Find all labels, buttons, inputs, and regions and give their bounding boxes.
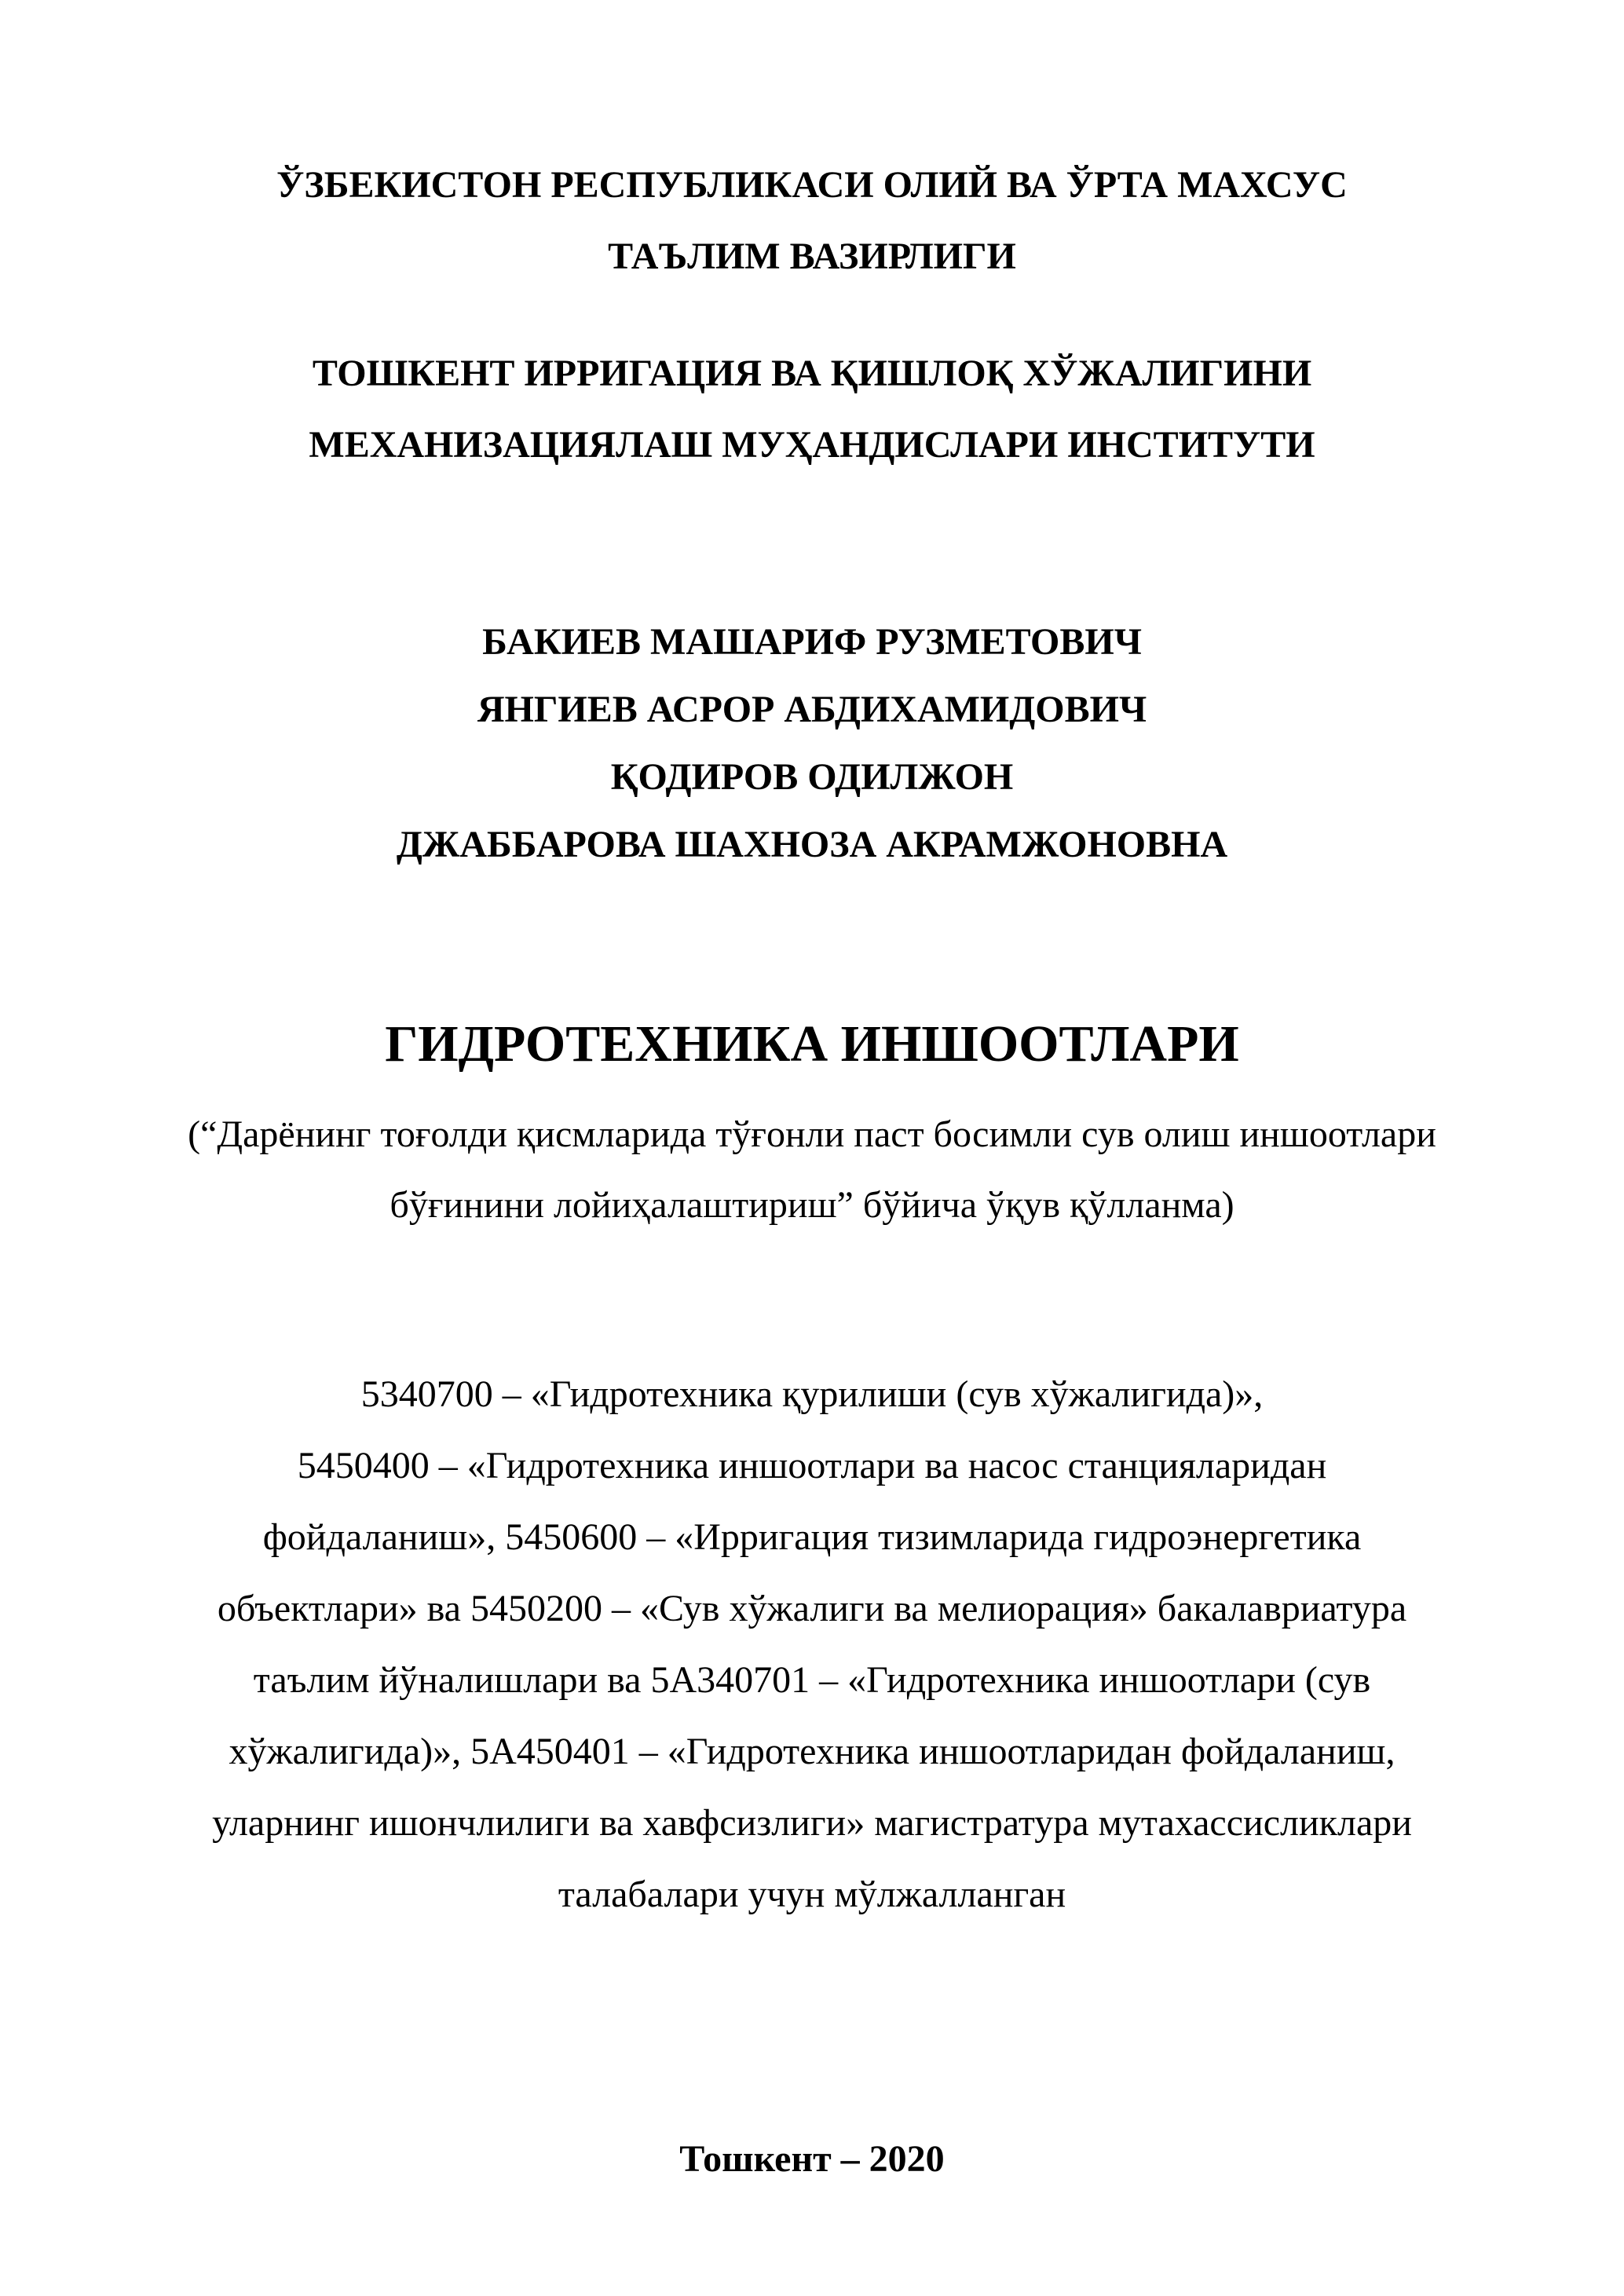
document-subtitle xyxy=(0,1099,1624,1241)
institute-name xyxy=(0,338,1624,481)
ministry-header xyxy=(0,149,1624,292)
paragraph-line: уларнинг ишончлилиги ва хавфсизлиги» магистратура мутахассисликлари xyxy=(212,1802,1412,1844)
intended-audience-paragraph xyxy=(0,1358,1624,1930)
document-subtitle-line-1: (“Дарёнинг тоғолди қисмларида тўғонли паст босимли сув олиш иншоотлари xyxy=(188,1113,1436,1155)
author-name: ҚОДИРОВ ОДИЛЖОН xyxy=(610,756,1014,798)
document-subtitle-line-2: бўғинини лойиҳалаштириш” бўйича ўқув қўлланма) xyxy=(390,1184,1234,1226)
author-name: БАКИЕВ МАШАРИФ РУЗМЕТОВИЧ xyxy=(482,621,1142,663)
document-title-text: ГИДРОТЕХНИКА ИНШООТЛАРИ xyxy=(385,1015,1239,1073)
place-and-year-text: Тошкент – 2020 xyxy=(679,2138,945,2180)
ministry-header-line-2: ТАЪЛИМ ВАЗИРЛИГИ xyxy=(608,236,1016,277)
author-name: ДЖАББАРОВА ШАХНОЗА АКРАМЖОНОВНА xyxy=(396,824,1228,865)
paragraph-line: 5340700 – «Гидротехника қурилиши (сув хўжалигида)», xyxy=(360,1373,1264,1415)
paragraph-line: объектлари» ва 5450200 – «Сув хўжалиги ва мелиорация» бакалавриатура xyxy=(217,1588,1407,1629)
document-title xyxy=(0,1007,1624,1082)
ministry-header-line-1: ЎЗБЕКИСТОН РЕСПУБЛИКАСИ ОЛИЙ ВА ЎРТА МАХСУС xyxy=(276,164,1348,206)
institute-name-line-2: МЕХАНИЗАЦИЯЛАШ МУҲАНДИСЛАРИ ИНСТИТУТИ xyxy=(309,424,1315,466)
author-name: ЯНГИЕВ АСРОР АБДИХАМИДОВИЧ xyxy=(477,689,1147,730)
paragraph-line: фойдаланиш», 5450600 – «Ирригация тизимларида гидроэнергетика xyxy=(262,1516,1362,1558)
paragraph-line: таълим йўналишлари ва 5А340701 – «Гидротехника иншоотлари (сув xyxy=(253,1659,1371,1701)
place-and-year xyxy=(0,2128,1624,2191)
institute-name-line-1: ТОШКЕНТ ИРРИГАЦИЯ ВА ҚИШЛОҚ ХЎЖАЛИГИНИ xyxy=(312,353,1312,394)
author-list xyxy=(0,609,1624,879)
paragraph-line: 5450400 – «Гидротехника иншоотлари ва насос станцияларидан xyxy=(297,1445,1327,1486)
paragraph-line: талабалари учун мўлжалланган xyxy=(558,1874,1066,1915)
paragraph-line: хўжалигида)», 5А450401 – «Гидротехника иншоотларидан фойдаланиш, xyxy=(229,1731,1395,1772)
